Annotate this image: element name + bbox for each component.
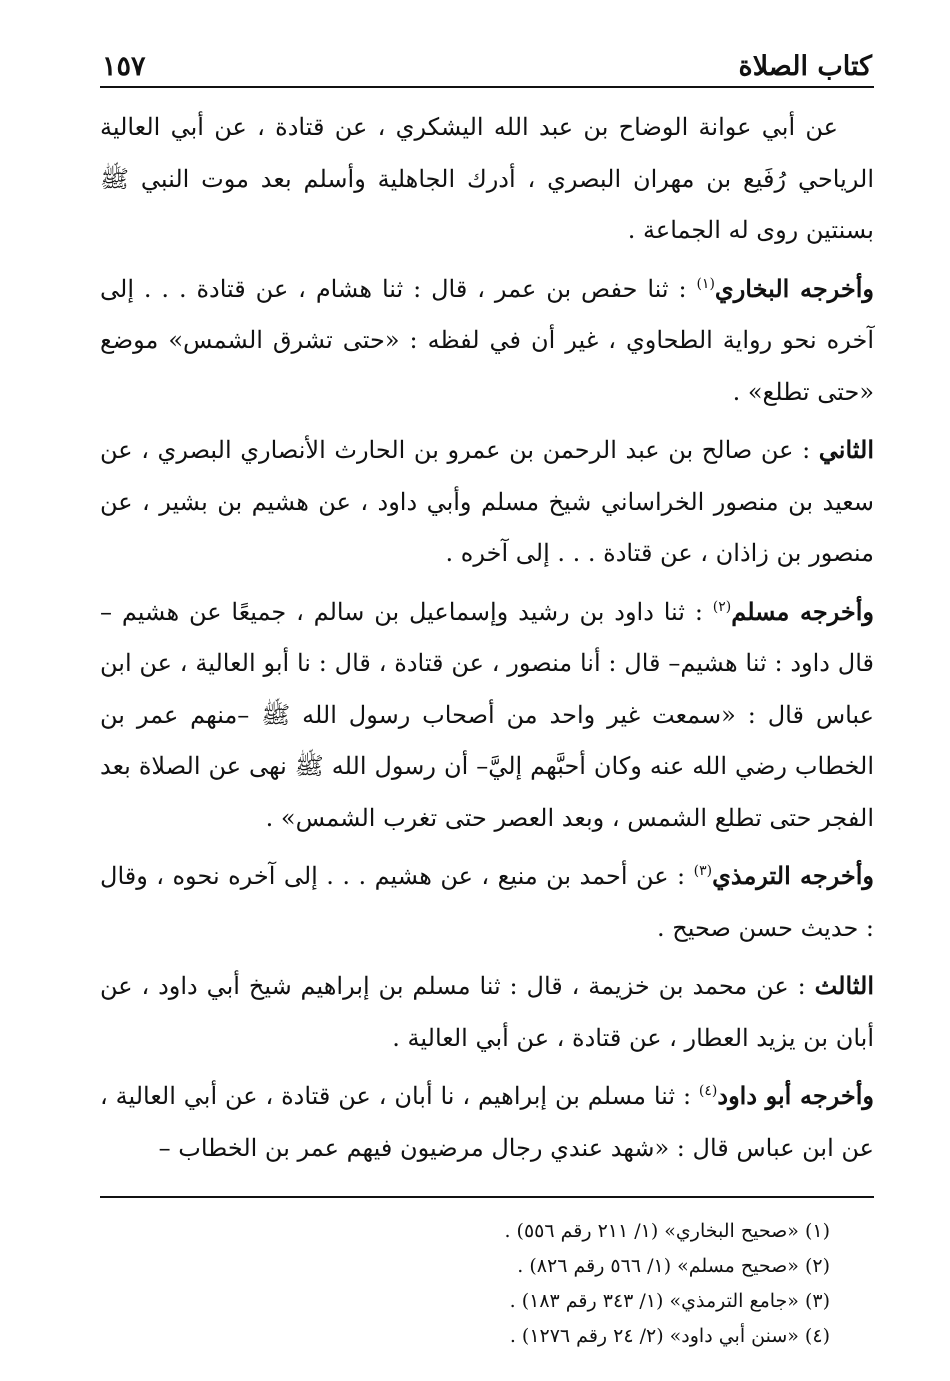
footnote-ref: (٢) — [712, 598, 732, 615]
paragraph-text: عن أبي عوانة الوضاح بن عبد الله اليشكري ، عن قتادة ، عن أبي العالية الرياحي رُفَيع بن مهران البصري ، أدرك الجاهلية وأسلم بعد موت النبي ﷺ بسنتين روى له الجماعة . — [100, 113, 874, 244]
paragraph-lead: وأخرجه أبو داود — [717, 1081, 874, 1110]
footnote-ref: (٤) — [698, 1083, 718, 1099]
footnote-1: (١) «صحيح البخاري» (١/ ٢١١ رقم ٥٥٦) . — [504, 1220, 830, 1242]
paragraph-lead: وأخرجه مسلم — [731, 596, 875, 626]
paragraph-lead: الثالث — [814, 971, 874, 1000]
paragraph-lead: وأخرجه البخاري — [714, 273, 874, 303]
paragraph-text: : ثنا حفص بن عمر ، قال : ثنا هشام ، عن قتادة . . . إلى آخره نحو رواية الطحاوي ، غير أن في لفظه : «حتى تشرق الشمس» موضع «حتى تطلع» . — [100, 274, 875, 406]
footnote-4: (٤) «سنن أبي داود» (٢/ ٢٤ رقم ١٢٧٦) . — [509, 1325, 830, 1347]
paragraph-6 — [100, 960, 874, 1064]
paragraph-text: : ثنا داود بن رشيد وإسماعيل بن سالم ، جميعًا عن هشيم –قال داود : ثنا هشيم– قال : أنا منصور ، عن قتادة ، قال : نا أبو العالية ، عن ابن عباس قال : «سمعت غير واحد من أصحاب رسول الله ﷺ –منهم عمر بن الخطاب رضي الله عنه وكان أحبَّهم إليَّ– أن رسول الله ﷺ نهى عن الصلاة بعد الفجر حتى تطلع الشمس ، وبعد العصر حتى تغرب الشمس» . — [100, 597, 874, 832]
running-header — [100, 38, 874, 88]
footnote-ref: (١) — [696, 275, 715, 292]
paragraph-lead: وأخرجه الترمذي — [712, 861, 874, 890]
page-number: ١٥٧ — [102, 51, 146, 82]
paragraph-1 — [100, 102, 874, 257]
book-title: كتاب الصلاة — [738, 51, 872, 82]
paragraph-2 — [100, 263, 874, 419]
footnotes — [100, 1214, 874, 1354]
footnote-3: (٣) «جامع الترمذي» (١/ ٣٤٣ رقم ١٨٣) . — [509, 1290, 830, 1312]
footnote-divider — [100, 1196, 874, 1198]
footnote-2: (٢) «صحيح مسلم» (١/ ٥٦٦ رقم ٨٢٦) . — [517, 1255, 830, 1277]
main-text — [100, 102, 874, 1174]
paragraph-text: : عن أحمد بن منيع ، عن هشيم . . . إلى آخره نحوه ، وقال : حديث حسن صحيح . — [100, 862, 874, 942]
paragraph-4 — [100, 586, 874, 845]
paragraph-3 — [100, 424, 874, 580]
footnote-ref: (٣) — [693, 863, 713, 879]
paragraph-7 — [100, 1070, 874, 1174]
paragraph-text: : عن محمد بن خزيمة ، قال : ثنا مسلم بن إبراهيم شيخ أبي داود ، عن أبان بن يزيد العطار ، عن قتادة ، عن أبي العالية . — [100, 972, 874, 1052]
paragraph-5 — [100, 850, 874, 954]
paragraph-text: : عن صالح بن عبد الرحمن بن عمرو بن الحارث الأنصاري البصري ، عن سعيد بن منصور الخراساني شيخ مسلم وأبي داود ، عن هشيم بن بشير ، عن منصور بن زاذان ، عن قتادة . . . إلى آخره . — [100, 436, 874, 567]
page — [100, 38, 874, 1354]
paragraph-lead: الثاني — [818, 435, 874, 464]
paragraph-text: : ثنا مسلم بن إبراهيم ، نا أبان ، عن قتادة ، عن أبي العالية ، عن ابن عباس قال : «شهد عندي رجال مرضيون فيهم عمر بن الخطاب – — [100, 1082, 874, 1162]
